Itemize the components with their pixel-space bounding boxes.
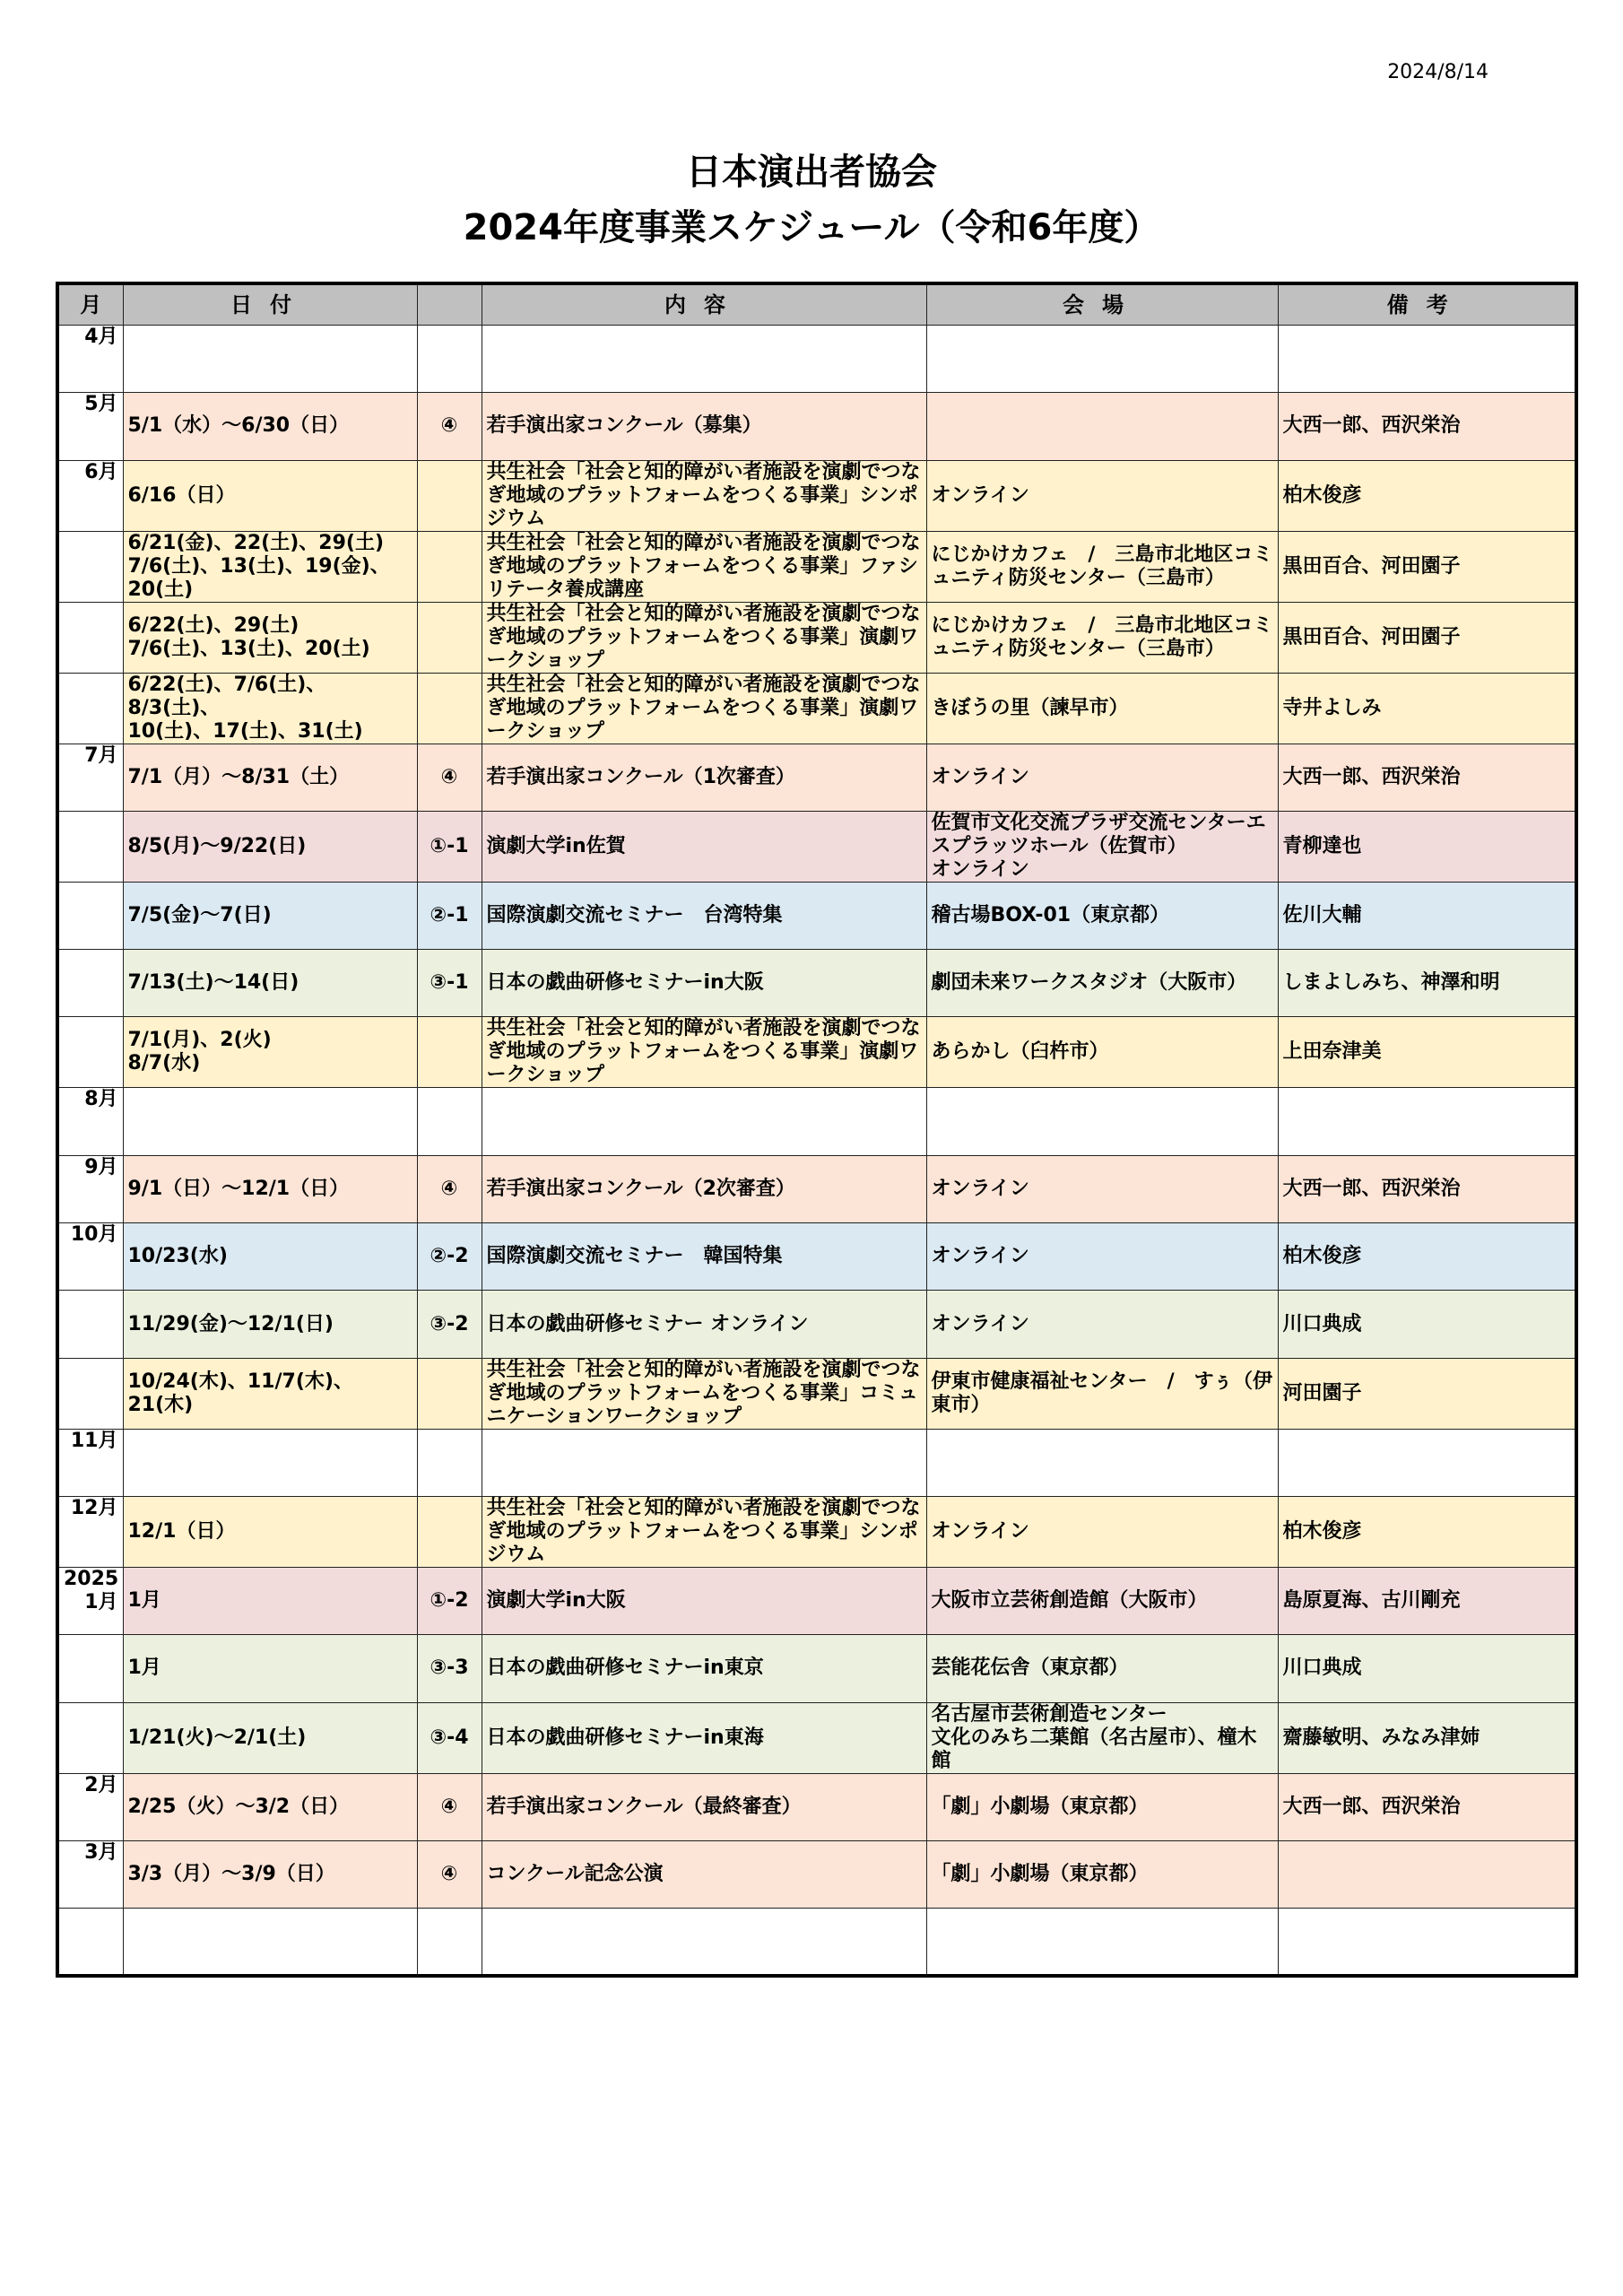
cell-month bbox=[57, 1358, 123, 1429]
cell-content: 共生社会「社会と知的障がい者施設を演劇でつなぎ地域のプラットフォームをつくる事業」シンポジウム bbox=[482, 1496, 926, 1567]
cell-content: 共生社会「社会と知的障がい者施設を演劇でつなぎ地域のプラットフォームをつくる事業」シンポジウム bbox=[482, 460, 926, 531]
cell-no: ③-2 bbox=[417, 1291, 482, 1358]
table-row bbox=[57, 393, 1576, 460]
cell-month bbox=[57, 1909, 123, 1976]
cell-month bbox=[57, 1635, 123, 1702]
cell-date: 7/13(土)～14(日) bbox=[123, 950, 417, 1017]
cell-notes bbox=[1278, 326, 1576, 393]
cell-no bbox=[417, 602, 482, 673]
cell-venue: 佐賀市文化交流プラザ交流センターエスプラッツホール（佐賀市） オンライン bbox=[926, 811, 1278, 882]
table-row bbox=[57, 744, 1576, 811]
cell-venue: 伊東市健康福祉センター / すぅ（伊東市） bbox=[926, 1358, 1278, 1429]
cell-no: ④ bbox=[417, 1840, 482, 1908]
cell-no bbox=[417, 1429, 482, 1496]
cell-date bbox=[123, 1909, 417, 1976]
cell-notes: 川口典成 bbox=[1278, 1635, 1576, 1702]
cell-notes: 川口典成 bbox=[1278, 1291, 1576, 1358]
cell-date: 10/23(水) bbox=[123, 1223, 417, 1291]
cell-month: 9月 bbox=[57, 1155, 123, 1222]
cell-month: 2月 bbox=[57, 1773, 123, 1840]
schedule-body bbox=[57, 326, 1576, 1976]
cell-notes: 大西一郎、西沢栄治 bbox=[1278, 393, 1576, 460]
table-row bbox=[57, 1909, 1576, 1976]
cell-date: 1月 bbox=[123, 1567, 417, 1634]
table-row bbox=[57, 950, 1576, 1017]
table-row bbox=[57, 673, 1576, 744]
table-row bbox=[57, 1088, 1576, 1155]
cell-date: 1月 bbox=[123, 1635, 417, 1702]
cell-date: 1/21(火)～2/1(土) bbox=[123, 1702, 417, 1773]
cell-no bbox=[417, 1909, 482, 1976]
cell-venue: 大阪市立芸術創造館（大阪市） bbox=[926, 1567, 1278, 1634]
cell-venue: 稽古場BOX-01（東京都） bbox=[926, 882, 1278, 949]
cell-content: 日本の戯曲研修セミナー オンライン bbox=[482, 1291, 926, 1358]
cell-date: 6/16（日） bbox=[123, 460, 417, 531]
table-row bbox=[57, 602, 1576, 673]
cell-venue: にじかけカフェ / 三島市北地区コミュニティ防災センター（三島市） bbox=[926, 531, 1278, 602]
cell-month bbox=[57, 1702, 123, 1773]
table-row bbox=[57, 1702, 1576, 1773]
organization-title: 日本演出者協会 bbox=[686, 152, 937, 193]
table-row bbox=[57, 1567, 1576, 1634]
cell-content bbox=[482, 1429, 926, 1496]
cell-month: 10月 bbox=[57, 1223, 123, 1291]
table-row bbox=[57, 1155, 1576, 1222]
cell-month: 12月 bbox=[57, 1496, 123, 1567]
cell-venue: オンライン bbox=[926, 1155, 1278, 1222]
table-row bbox=[57, 1223, 1576, 1291]
cell-venue bbox=[926, 1429, 1278, 1496]
cell-notes: 黒田百合、河田園子 bbox=[1278, 531, 1576, 602]
cell-date: 7/5(金)～7(日) bbox=[123, 882, 417, 949]
cell-date: 6/21(金)、22(土)、29(土) 7/6(土)、13(土)、19(金)、20(土) bbox=[123, 531, 417, 602]
cell-content: 若手演出家コンクール（1次審査） bbox=[482, 744, 926, 811]
cell-month bbox=[57, 882, 123, 949]
cell-no bbox=[417, 460, 482, 531]
cell-date: 3/3（月）～3/9（日） bbox=[123, 1840, 417, 1908]
cell-date: 11/29(金)～12/1(日) bbox=[123, 1291, 417, 1358]
cell-no: ②-1 bbox=[417, 882, 482, 949]
cell-content: 共生社会「社会と知的障がい者施設を演劇でつなぎ地域のプラットフォームをつくる事業」演劇ワークショップ bbox=[482, 1017, 926, 1088]
cell-month: 4月 bbox=[57, 326, 123, 393]
table-header-row bbox=[57, 283, 1576, 326]
cell-notes bbox=[1278, 1429, 1576, 1496]
table-row bbox=[57, 531, 1576, 602]
header-month: 月 bbox=[57, 283, 123, 326]
cell-no: ①-2 bbox=[417, 1567, 482, 1634]
table-row bbox=[57, 1773, 1576, 1840]
cell-venue: オンライン bbox=[926, 1223, 1278, 1291]
cell-content: 若手演出家コンクール（2次審査） bbox=[482, 1155, 926, 1222]
cell-month: 6月 bbox=[57, 460, 123, 531]
cell-month: 2025 1月 bbox=[57, 1567, 123, 1634]
cell-date: 9/1（日）～12/1（日） bbox=[123, 1155, 417, 1222]
cell-content: 若手演出家コンクール（最終審査） bbox=[482, 1773, 926, 1840]
cell-month bbox=[57, 531, 123, 602]
cell-content: 共生社会「社会と知的障がい者施設を演劇でつなぎ地域のプラットフォームをつくる事業」演劇ワークショップ bbox=[482, 602, 926, 673]
cell-date: 5/1（水）～6/30（日） bbox=[123, 393, 417, 460]
cell-venue bbox=[926, 1909, 1278, 1976]
table-row bbox=[57, 460, 1576, 531]
cell-content: 日本の戯曲研修セミナーin大阪 bbox=[482, 950, 926, 1017]
cell-date bbox=[123, 1429, 417, 1496]
cell-venue bbox=[926, 393, 1278, 460]
cell-month bbox=[57, 1291, 123, 1358]
table-row bbox=[57, 1840, 1576, 1908]
schedule-table bbox=[56, 282, 1578, 1978]
cell-notes: 大西一郎、西沢栄治 bbox=[1278, 1155, 1576, 1222]
table-row bbox=[57, 326, 1576, 393]
cell-no bbox=[417, 1017, 482, 1088]
cell-content bbox=[482, 326, 926, 393]
cell-date: 2/25（火）～3/2（日） bbox=[123, 1773, 417, 1840]
cell-content bbox=[482, 1909, 926, 1976]
cell-notes: 上田奈津美 bbox=[1278, 1017, 1576, 1088]
cell-month bbox=[57, 811, 123, 882]
cell-content: 演劇大学in佐賀 bbox=[482, 811, 926, 882]
cell-venue bbox=[926, 1088, 1278, 1155]
cell-month: 8月 bbox=[57, 1088, 123, 1155]
table-row bbox=[57, 811, 1576, 882]
cell-venue: きぼうの里（諫早市） bbox=[926, 673, 1278, 744]
header-venue: 会場 bbox=[926, 283, 1278, 326]
table-row bbox=[57, 1496, 1576, 1567]
cell-no bbox=[417, 326, 482, 393]
cell-notes: 寺井よしみ bbox=[1278, 673, 1576, 744]
cell-no: ④ bbox=[417, 1773, 482, 1840]
cell-venue bbox=[926, 326, 1278, 393]
table-row bbox=[57, 1358, 1576, 1429]
table-row bbox=[57, 1635, 1576, 1702]
cell-content: 国際演劇交流セミナー 韓国特集 bbox=[482, 1223, 926, 1291]
cell-content: 日本の戯曲研修セミナーin東京 bbox=[482, 1635, 926, 1702]
cell-no: ④ bbox=[417, 744, 482, 811]
cell-notes: しまよしみち、神澤和明 bbox=[1278, 950, 1576, 1017]
cell-month bbox=[57, 673, 123, 744]
cell-notes: 大西一郎、西沢栄治 bbox=[1278, 1773, 1576, 1840]
cell-notes bbox=[1278, 1909, 1576, 1976]
cell-date bbox=[123, 1088, 417, 1155]
cell-content: 共生社会「社会と知的障がい者施設を演劇でつなぎ地域のプラットフォームをつくる事業」コミュニケーションワークショップ bbox=[482, 1358, 926, 1429]
cell-month: 7月 bbox=[57, 744, 123, 811]
cell-notes: 青柳達也 bbox=[1278, 811, 1576, 882]
cell-venue: 名古屋市芸術創造センター 文化のみち二葉館（名古屋市）、橦木館 bbox=[926, 1702, 1278, 1773]
cell-venue: あらかし（臼杵市） bbox=[926, 1017, 1278, 1088]
cell-no: ③-1 bbox=[417, 950, 482, 1017]
cell-content: 共生社会「社会と知的障がい者施設を演劇でつなぎ地域のプラットフォームをつくる事業」演劇ワークショップ bbox=[482, 673, 926, 744]
cell-notes: 河田園子 bbox=[1278, 1358, 1576, 1429]
cell-content: 共生社会「社会と知的障がい者施設を演劇でつなぎ地域のプラットフォームをつくる事業」ファシリテータ養成講座 bbox=[482, 531, 926, 602]
schedule-title: 2024年度事業スケジュール（令和6年度） bbox=[463, 207, 1160, 248]
cell-month bbox=[57, 950, 123, 1017]
cell-date: 8/5(月)～9/22(日) bbox=[123, 811, 417, 882]
cell-no bbox=[417, 1088, 482, 1155]
cell-month bbox=[57, 1017, 123, 1088]
cell-no bbox=[417, 1496, 482, 1567]
header-no bbox=[417, 283, 482, 326]
cell-notes: 齋藤敏明、みなみ津姉 bbox=[1278, 1702, 1576, 1773]
cell-notes bbox=[1278, 1088, 1576, 1155]
cell-notes: 黒田百合、河田園子 bbox=[1278, 602, 1576, 673]
cell-venue: オンライン bbox=[926, 1496, 1278, 1567]
cell-venue: 劇団未来ワークスタジオ（大阪市） bbox=[926, 950, 1278, 1017]
cell-no: ④ bbox=[417, 393, 482, 460]
cell-date: 12/1（日） bbox=[123, 1496, 417, 1567]
cell-month bbox=[57, 602, 123, 673]
cell-content bbox=[482, 1088, 926, 1155]
header-notes: 備考 bbox=[1278, 283, 1576, 326]
cell-month: 3月 bbox=[57, 1840, 123, 1908]
cell-no: ①-1 bbox=[417, 811, 482, 882]
cell-notes: 柏木俊彦 bbox=[1278, 460, 1576, 531]
cell-no: ②-2 bbox=[417, 1223, 482, 1291]
cell-notes: 柏木俊彦 bbox=[1278, 1496, 1576, 1567]
cell-venue: 「劇」小劇場（東京都） bbox=[926, 1773, 1278, 1840]
cell-month: 11月 bbox=[57, 1429, 123, 1496]
cell-no bbox=[417, 531, 482, 602]
table-row bbox=[57, 882, 1576, 949]
cell-content: コンクール記念公演 bbox=[482, 1840, 926, 1908]
header-content: 内容 bbox=[482, 283, 926, 326]
cell-venue: オンライン bbox=[926, 744, 1278, 811]
cell-no: ③-3 bbox=[417, 1635, 482, 1702]
cell-content: 若手演出家コンクール（募集） bbox=[482, 393, 926, 460]
cell-venue: オンライン bbox=[926, 1291, 1278, 1358]
cell-date: 6/22(土)、7/6(土)、8/3(土)、 10(土)、17(土)、31(土) bbox=[123, 673, 417, 744]
table-row bbox=[57, 1429, 1576, 1496]
cell-no: ④ bbox=[417, 1155, 482, 1222]
cell-date bbox=[123, 326, 417, 393]
table-row bbox=[57, 1017, 1576, 1088]
cell-date: 10/24(木)、11/7(木)、21(木) bbox=[123, 1358, 417, 1429]
cell-content: 国際演劇交流セミナー 台湾特集 bbox=[482, 882, 926, 949]
cell-notes: 柏木俊彦 bbox=[1278, 1223, 1576, 1291]
cell-date: 7/1（月）～8/31（土） bbox=[123, 744, 417, 811]
cell-notes: 島原夏海、古川剛充 bbox=[1278, 1567, 1576, 1634]
cell-venue: 「劇」小劇場（東京都） bbox=[926, 1840, 1278, 1908]
table-row bbox=[57, 1291, 1576, 1358]
cell-venue: オンライン bbox=[926, 460, 1278, 531]
cell-content: 演劇大学in大阪 bbox=[482, 1567, 926, 1634]
header-date: 日付 bbox=[123, 283, 417, 326]
cell-venue: にじかけカフェ / 三島市北地区コミュニティ防災センター（三島市） bbox=[926, 602, 1278, 673]
cell-venue: 芸能花伝舎（東京都） bbox=[926, 1635, 1278, 1702]
cell-notes bbox=[1278, 1840, 1576, 1908]
cell-no bbox=[417, 1358, 482, 1429]
cell-date: 7/1(月)、2(火) 8/7(水) bbox=[123, 1017, 417, 1088]
cell-no: ③-4 bbox=[417, 1702, 482, 1773]
cell-no bbox=[417, 673, 482, 744]
cell-notes: 佐川大輔 bbox=[1278, 882, 1576, 949]
cell-notes: 大西一郎、西沢栄治 bbox=[1278, 744, 1576, 811]
document-date: 2024/8/14 bbox=[1387, 61, 1488, 83]
cell-date: 6/22(土)、29(土) 7/6(土)、13(土)、20(土) bbox=[123, 602, 417, 673]
cell-month: 5月 bbox=[57, 393, 123, 460]
cell-content: 日本の戯曲研修セミナーin東海 bbox=[482, 1702, 926, 1773]
